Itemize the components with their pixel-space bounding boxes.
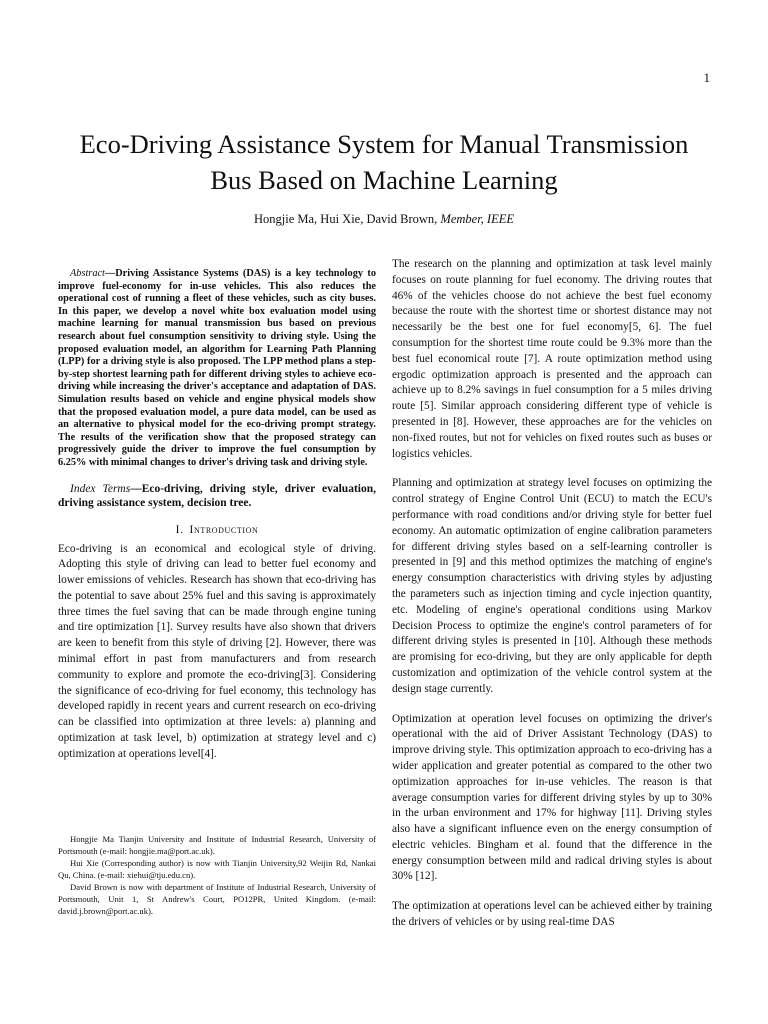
footnote-david-brown: David Brown is now with department of Institute of Industrial Research, University of Portsmouth, Unit 1, St Andrew's Court, PO12PR, United Kingdom. (e-mail: david.j.brown@port.ac.uk). (58, 882, 376, 916)
abstract-lead: Abstract (70, 268, 105, 279)
introduction-paragraph: Eco-driving is an economical and ecological style of driving. Adopting this style of driving can lead to better fuel economy and lower emissions of vehicles. Research has shown that eco-driving has the potential to save about 25% fuel and this saving is approximately three times the fuel saving that can be made through engine tuning and tire optimization [1]. Survey results have also shown that drivers are keen to benefit from this style of driving [2]. However, there was minimal effort in past from manufacturers and from research community to explore and promote the eco-driving[3]. Considering the significance of eco-driving for fuel economy, this technology has developed rapidly in recent years and current research on eco-driving can be classified into optimization at three levels: a) planning and optimization at task level, b) optimization at strategy level and c) optimization at operations level[4]. (58, 542, 376, 760)
abstract (58, 268, 376, 470)
page-number: 1 (703, 70, 710, 85)
operations-training-paragraph: The optimization at operations level can be achieved either by training the drivers of vehicles or by using real-time DAS (392, 900, 712, 929)
paper-title: Eco-Driving Assistance System for Manual Transmission Bus Based on Machine Learning (79, 129, 689, 195)
left-column (58, 268, 376, 763)
author-membership: Member, IEEE (440, 212, 515, 226)
task-level-paragraph: The research on the planning and optimization at task level mainly focuses on route planning for fuel economy. The driving routes that 46% of the vehicles choose do not achieve the best fuel economy because the route with the shortest time or shortest distance may not necessarily be the best one for fuel economy[5, 6]. The fuel consumption for the shortest time route could be 9.3% more than the best fuel economical route [7]. A route optimization method using ergodic optimization approach is presented and the approach can achieve up to 8.2% savings in fuel consumption for a 5 miles driving route [5]. Similar approach considering different type of vehicle is presented in [8]. However, these approaches are for the vehicles on non-fixed routes, but not for vehicles on fixed routes such as buses or logistics vehicles. (392, 258, 712, 460)
right-column (392, 257, 712, 945)
author-line (60, 212, 708, 227)
section-number: I. (175, 523, 184, 536)
author-names: Hongjie Ma, Hui Xie, David Brown, (253, 212, 441, 226)
operation-level-paragraph: Optimization at operation level focuses on optimizing the driver's operational with the aid of Driver Assistant Technology (DAS) to improve driving style. This optimization approach to eco-driving has a wider application and greater potential as compared to the other two optimization approaches for in-use vehicles. The reason is that average consumption varies for different driving styles by up to 30% in the urban environment and 17% for highway [11]. Driving styles also have a significant influence even on the energy consumption of electric vehicles. Bingham et al. found that the difference in the energy consumption between mild and radical driving styles is about 30% [12]. (392, 712, 712, 883)
section-heading-introduction (58, 524, 376, 536)
index-terms-lead: Index Terms (70, 482, 131, 495)
footnote-hui-xie: Hui Xie (Corresponding author) is now with Tianjin University,92 Weijin Rd, Nankai Qu, China. (e-mail: xiehui@tju.edu.cn). (58, 858, 376, 880)
author-footnotes (58, 833, 376, 917)
section-title: Introduction (189, 523, 259, 536)
abstract-body: —Driving Assistance Systems (DAS) is a key technology to improve fuel-economy for in-use vehicles. This also reduces the operational cost of running a fleet of these vehicles, such as city buses. In this paper, we develop a novel white box evaluation model using machine learning for manual transmission bus based on previous research about fuel consumption sensitivity to driving style. Using the proposed evaluation model, an algorithm for Learning Path Planning (LPP) for a driving style is also proposed. The LPP method plans a step-by-step shortest learning path for different driving styles to achieve eco-driving while increasing the driver's acceptance and adaptation of DAS. Simulation results based on vehicle and engine physical models show that the proposed evaluation model, a pure data model, can be used as an alternative to physical model for the eco-driving prompt strategy. The results of the verification show that the proposed strategy can progressively guide the driver to improve the fuel consumption by 6.25% with minimal changes to driver's driving task and driving style. (58, 268, 376, 468)
index-terms (58, 482, 376, 510)
strategy-level-paragraph: Planning and optimization at strategy level focuses on optimizing the control strategy of Engine Control Unit (ECU) to match the ECU's performance with road conditions and/or driving style for better fuel economy. An automatic optimization of engine calibration parameters for different driving styles based on a self-learning controller is presented in [9] and this method optimizes the matching of engine's energy consumption characteristics with driving styles by adjusting the parameters such as injection timing and cycle injection quantity, etc. Modeling of engine's operational conditions using Markov Decision Process to optimize the engine's control parameters of for different driving styles is presented in [10]. Although these methods are promising for eco-driving, but they are only applicable for depth customization and optimization of the vehicle control system at the design stage currently. (392, 477, 712, 695)
index-terms-body: —Eco-driving, driving style, driver evaluation, driving assistance system, decision tree. (58, 482, 376, 509)
footnote-hongjie-ma: Hongjie Ma Tianjin University and Institute of Industrial Research, University of Portsmouth (e-mail: hongjie.ma@port.ac.uk). (58, 834, 376, 856)
